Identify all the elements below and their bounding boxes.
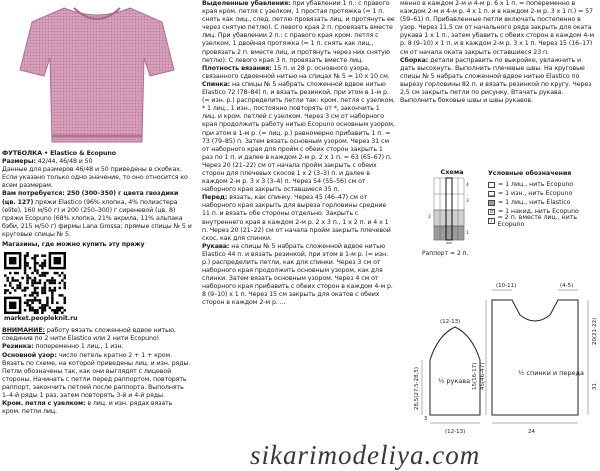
back-label: Спинка: [202, 80, 231, 88]
sleeve-length-measure: 28,5(27,5-28,5) [414, 366, 420, 410]
gauge-text: 15 п. и 28 р. основного узора, связанного сдвоенной нитью на спицах № 5 = 10 х 10 см. [202, 64, 390, 80]
rib-text: попеременно 1 лиц., 1 изн. [35, 343, 124, 351]
sleeves-label: Рукава: [202, 242, 230, 250]
qr-code-icon[interactable] [4, 252, 66, 314]
back-text: на спицы № 5 набрать сложенной вдвое нитью Elastico 72 (78–84) п. и вязать резинкой, при этом в 1-м р. (= изн. р.) распределить петли так: кром. петля с узелком, * 1 лиц., 1 изн., постоянно повторять от *, закончить 1 лиц. и кром. петлей с узелком. Через 3 см от наборного края продолжить работу нитью Ecopuno основным узором, при этом в 1-м р. (= лиц. р.) равномерно прибавить 1 п. = 73 (79–85) п. Затем вязать основным узором. Через 31 см от наборного края для пройм с обеих сторон закрыть 1 раз по 1 п. и далее в каждом 2-м р. 2 х 1 п. = 63 (65–67) п. Через 20 (21–22) см от начала пройм закрыть с обеих сторон для плечевых скосов 1 х 2 (3–3) п. и далее в каждом 2-м р. 3 х 3 (3–4) п. Через 54 (55–56) см от наборного края закрыть оставшиеся 35 п. [202, 80, 395, 194]
product-title: ФУТБОЛКА • Elastico & Ecopuno [2, 150, 117, 157]
k2tog-icon: / [488, 218, 495, 224]
armhole-measure: 20(21-22) [592, 317, 598, 345]
decrease-text: при убавлении 1 п.: с правого края кром. петля с узелком, 1 простая протяжка (= 1 п. снять как лиц., след. петлю провязать лиц. и протянуть ее через снятую петлю). С левого края 2 п. провязать вместе лиц. При убавлении 2 п.: с правого края кром. петля с узелком, 1 двойная протяжка (= 1 п. снять как лиц., провязать 2 п. вместе лиц. и протянуть через них снятую петлю). С левого края 3 п. провязать вместе лиц. [202, 0, 395, 64]
cuff-measure: 3 [424, 416, 428, 422]
pattern-diagram [400, 265, 598, 440]
shops-link[interactable]: Магазины, где можно купить эту пряжу [2, 241, 145, 249]
tshirt-photo [2, 0, 192, 150]
sleeve-cap-measure: 15(16-17) [472, 362, 478, 390]
sleeve-continued-text: менно в каждом 2-м и 4-м р. 6 х 1 п. = попеременно в каждом 2-м и 4-м р. 4 х 1 п. и в каждом 2-м р. 3 х 1 п.) = 57 (59–61) п. Прибавленные петли включать постепенно в узор. Через 11,5 см от начального ряда закрыть для оката рукава 1 х 1 п., затем убавить с обеих сторон в каждом 4-м р. 8 (9–10) х 1 п. и в каждом 2-м р. 3 х 1 п. Через 15 (16–17) см от начала оката закрыть оставшиеся 23 п. [400, 0, 595, 56]
legend-item: = 1 лиц., нить Elastico [488, 198, 598, 207]
knit-icon [488, 182, 495, 188]
sleeve-label: ½ рукава [438, 377, 471, 385]
side-measure: 31 [592, 383, 598, 390]
body-piece [492, 300, 578, 415]
column-middle [202, 0, 395, 308]
svg-text:2: 2 [428, 215, 431, 220]
sleeve-top-measure: (12-13) [440, 319, 461, 325]
column-left [2, 0, 192, 416]
purl-icon: — [489, 191, 496, 199]
legend [488, 170, 598, 228]
materials-label: Вам потребуется: 250 (300–350) г цвета гвоздики (цв. 127) [2, 190, 179, 206]
sleeves-text: на спицы № 5 набрать сложенной вдвое нитью Elastico 44 п. и вязать резинкой, при этом в 1-м р. (= изн. р.) распределить петли, как для спинки. Через 3 см от наборного края продолжить основным узором, как для спинки. Затем вязать основным узором. Через 4 см от наборного края прибавить с обеих сторон в каждом 4-м р. 8 (9–10) х 1 п. Через 15 см закрыть для окатов с обеих сторон в каждом 2-м р. ... [202, 242, 393, 307]
main-pattern-label: Основной узор: [2, 351, 57, 359]
scheme-title: Схема [440, 168, 464, 176]
sizes-value: 42/44, 46/48 и 50 [37, 158, 93, 166]
legend-title: Условные обозначения [488, 170, 572, 177]
svg-text:4: 4 [466, 183, 469, 188]
legend-item: = 1 лиц., нить Ecopuno [488, 180, 598, 189]
sleeve-bottom-measure: (12-13) [445, 429, 466, 435]
body-width-measure: 24 [528, 429, 535, 435]
body-label: ½ спинки и переда [518, 369, 585, 377]
stitch-scheme [422, 168, 482, 257]
front-label: Перед: [202, 194, 228, 202]
scheme-grid [422, 176, 482, 246]
tshirt-image [2, 0, 192, 150]
qr-url[interactable]: market.peopleknit.ru [4, 315, 78, 323]
legend-item: o = 1 накид, нить Ecopuno [489, 208, 579, 215]
edge-text: в лиц. и изн. рядах вязать кром. петли лиц. [2, 400, 173, 416]
rapport-label: Раппорт = 2 п. [422, 250, 469, 257]
attention-label: ВНИМАНИЕ: [2, 327, 45, 335]
gauge-label: Плотность вязания: [202, 64, 272, 72]
body-length-measure: 45(46-47) [480, 362, 486, 390]
svg-text:1: 1 [466, 231, 469, 236]
watermark: sikarimodeliya.com [250, 440, 481, 470]
sizes-label: Размеры: [2, 158, 36, 166]
sizes-note: Данные для размеров 46/48 и 50 приведены в скобках. Если указано только одно значение, то оно относится ко всем размерам. [2, 166, 188, 190]
elastico-knit-icon [488, 200, 495, 206]
column-right [400, 0, 598, 105]
assembly-label: Сборка: [400, 56, 429, 64]
rib-label: Резинка: [2, 343, 34, 351]
yarn-over-icon: o [489, 208, 494, 215]
body-top-left-measure: (10-11) [496, 283, 517, 289]
front-text: вязать, как спинку. Через 45 (46–47) см от наборного края закрыть для выреза горловины средние 11 п. и вязать обе стороны отдельно. Закрыть с внутреннего края в каждом 2-м р. 2 х 3 п., 1 х 2 п. и 4 х 1 п. Через 20 (21–22) см от начала пройм закрыть плечевой скос, как для спинки. [202, 194, 391, 242]
body-top-right-measure: (4-5) [560, 283, 574, 289]
legend-item: — = 1 изн., нить Ecopuno [489, 190, 573, 199]
attention-text: работу вязать сложенной вдвое нитью, соединив по 2 нити Elastico или 2 нити Ecopuno! [2, 327, 176, 343]
decrease-label: Выделенные убавления: [202, 0, 291, 7]
legend-item: / = 2 п. вместе лиц., нить Ecopuno [488, 216, 598, 225]
materials-text: пряжи Elastico (96% хлопка, 4% полиэстера (elite), 160 м/50 г) и 200 (250–300) г сиреневой (цв. 8) пряжи Ecopuno (68% хлопка, 21% акрила, 11% альпака бэби, 215 м/50 г) фирмы Lana Grossa; прямые спицы № 5 и круговые спицы № 5. [2, 198, 192, 238]
main-pattern-text: число петель кратно 2 + 1 + кром. Вязать по схеме, на которой приведены лиц. и изн. ряды. Петли обозначены так, как они выглядят с лицевой стороны. Начинать с петли перед раппортом, повторять раппорт, закончить петлей после раппорта. Выполнять 1–4-й ряды 1 раз, затем повторять 3-й и 4-й ряды. [2, 351, 191, 399]
assembly-text: детали расправить по выкройке, увлажнить и дать высохнуть. Выполнить плечевые швы. На круговые спицы № 5 набрать сложенной вдвое нитью Elastico по вырезу горловины 82 п. и вязать резинкой по кругу. Через 2,5 см закрыть петли по рисунку. Втачать рукава. Выполнить боковые швы и швы рукавов. [400, 56, 592, 105]
svg-text:3: 3 [466, 199, 469, 204]
edge-label: Кром. петля с узелком: [2, 400, 86, 408]
